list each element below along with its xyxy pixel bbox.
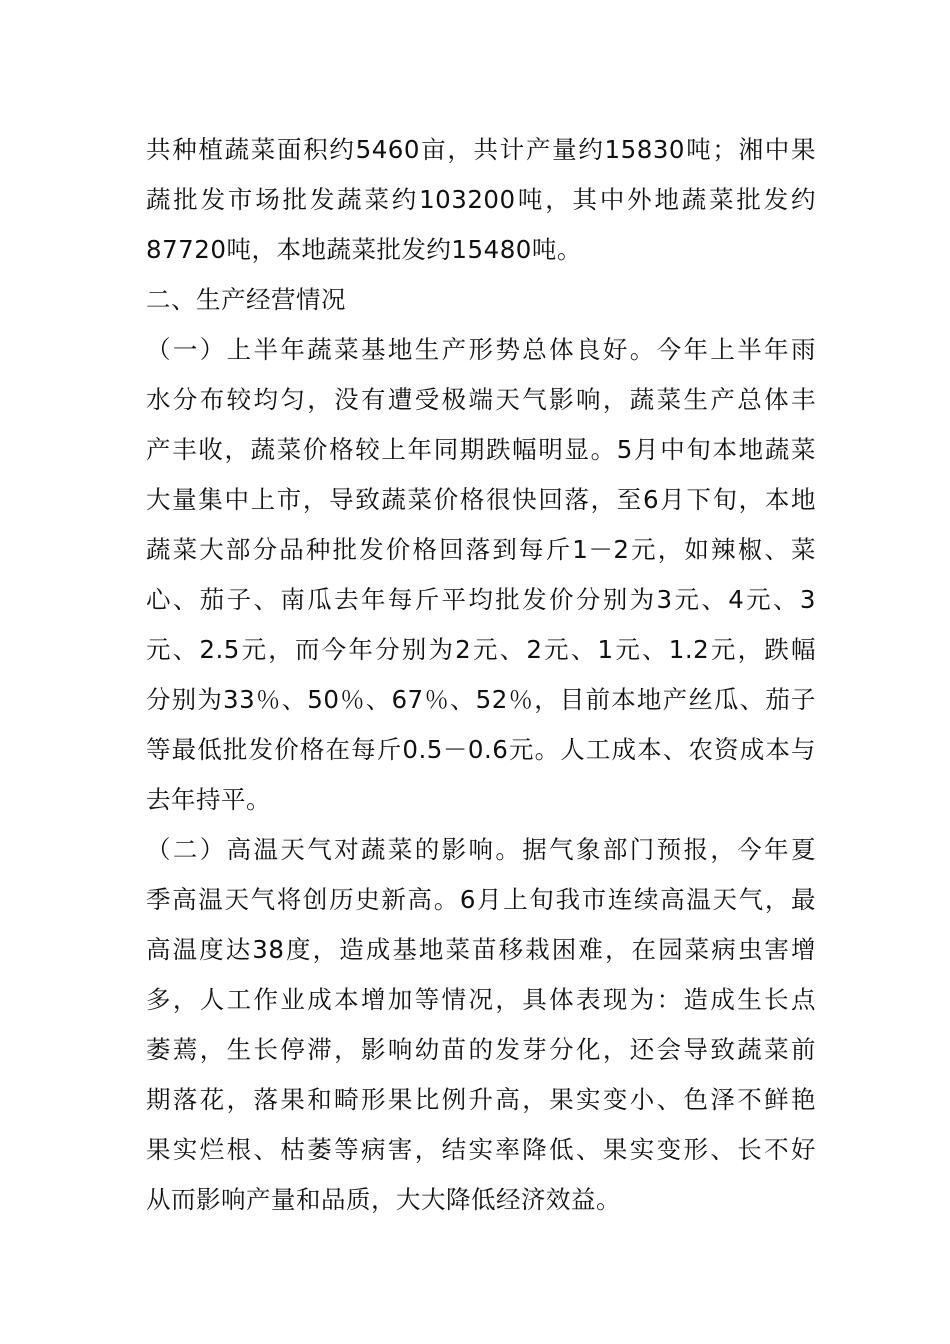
text-line: 心、茄子、南瓜去年每斤平均批发价分别为3元、4元、3	[146, 585, 816, 614]
text-line: 水分布较均匀，没有遭受极端天气影响，蔬菜生产总体丰	[146, 385, 816, 414]
text-line: 分别为33％、50％、67％、52％，目前本地产丝瓜、茄子	[146, 685, 816, 714]
text-line: 去年持平。	[146, 785, 271, 814]
text-line: 从而影响产量和品质，大大降低经济效益。	[146, 1185, 621, 1214]
text-line: 元、2.5元，而今年分别为2元、2元、1元、1.2元，跌幅	[146, 635, 816, 664]
text-line: 等最低批发价格在每斤0.5－0.6元。人工成本、农资成本与	[146, 735, 816, 764]
text-line: 多，人工作业成本增加等情况，具体表现为：造成生长点	[146, 985, 816, 1014]
text-line: 蔬菜大部分品种批发价格回落到每斤1－2元，如辣椒、菜	[146, 535, 816, 564]
section-heading: 二、生产经营情况	[146, 285, 346, 314]
text-line: 蔬批发市场批发蔬菜约103200吨，其中外地蔬菜批发约	[146, 185, 816, 214]
text-line: 87720吨，本地蔬菜批发约15480吨。	[146, 235, 582, 264]
text-line: （一）上半年蔬菜基地生产形势总体良好。今年上半年雨	[146, 335, 816, 364]
text-line: 季高温天气将创历史新高。6月上旬我市连续高温天气，最	[146, 885, 816, 914]
text-line: 大量集中上市，导致蔬菜价格很快回落，至6月下旬，本地	[146, 485, 816, 514]
text-line: 萎蔫，生长停滞，影响幼苗的发芽分化，还会导致蔬菜前	[146, 1035, 816, 1064]
text-line: 共种植蔬菜面积约5460亩，共计产量约15830吨；湘中果	[146, 135, 816, 164]
text-line: 期落花，落果和畸形果比例升高，果实变小、色泽不鲜艳	[146, 1085, 816, 1114]
text-line: 高温度达38度，造成基地菜苗移栽困难，在园菜病虫害增	[146, 935, 816, 964]
text-line: 果实烂根、枯萎等病害，结实率降低、果实变形、长不好	[146, 1135, 816, 1164]
text-line: （二）高温天气对蔬菜的影响。据气象部门预报，今年夏	[146, 835, 816, 864]
text-line: 产丰收，蔬菜价格较上年同期跌幅明显。5月中旬本地蔬菜	[146, 435, 816, 464]
